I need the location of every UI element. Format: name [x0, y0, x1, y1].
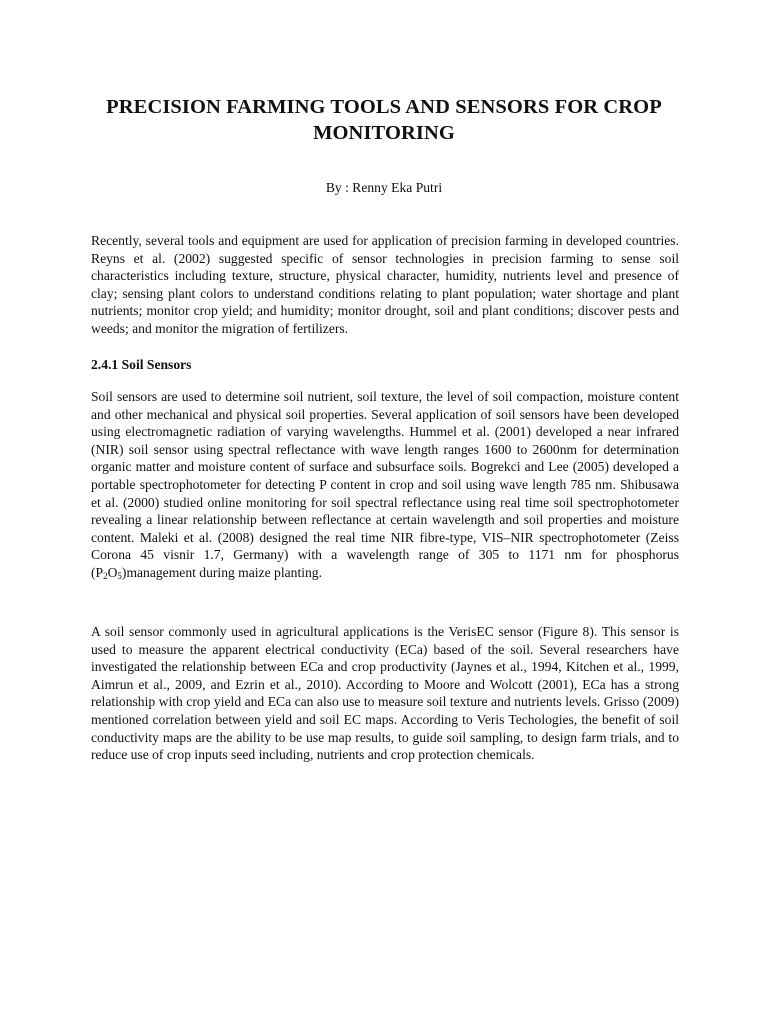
soil-paragraph-end-text: )management during maize planting.	[121, 564, 322, 580]
page-title: PRECISION FARMING TOOLS AND SENSORS FOR CROP MONITORING	[106, 96, 662, 144]
soil-sensors-paragraph	[91, 388, 679, 582]
soil-paragraph-main-text: Soil sensors are used to determine soil nutrient, soil texture, the level of soil compaction, moisture content and other mechanical and physical soil properties. Several application of soil sensors have been developed using electromagnetic radiation of varying wavelengths. Hummel et al. (2001) developed a near infrared (NIR) soil sensor using spectral reflectance with wave length ranges 1600 to 2600nm for determination organic matter and moisture content of surface and subsurface soils. Bogrekci and Lee (2005) developed a portable spectrophotometer for detecting P content in crop and soil using wave length 785 nm. Shibusawa et al. (2000) studied online monitoring for soil spectral reflectance using real time soil spectrophotometer revealing a linear relationship between reflectance at certain wavelength and soil properties and moisture content. Maleki et al. (2008) designed the real time NIR fibre-type, VIS–NIR spectrophotometer (Zeiss Corona 45 visnir 1.7, Germany) with a wavelength range of 305 to 1171 nm for phosphorus (P	[91, 389, 679, 580]
formula-subscript-5: 5	[117, 570, 122, 581]
formula-subscript-2: 2	[103, 570, 108, 581]
intro-paragraph: Recently, several tools and equipment are used for application of precision farming in developed countries. Reyns et al. (2002) suggested specific of sensor technologies in precision farming to sense soil characteristics including texture, structure, physical character, humidity, nutrients level and presence of clay; sensing plant colors to understand conditions relating to plant population; water shortage and plant nutrients; monitor crop yield; and humidity; monitor drought, soil and plant conditions; discover pests and weeds; and monitor the migration of fertilizers.	[91, 233, 679, 336]
author-byline: By : Renny Eka Putri	[325, 180, 443, 195]
section-heading-soil-sensors: 2.4.1 Soil Sensors	[91, 357, 192, 372]
verisec-paragraph: A soil sensor commonly used in agricultural applications is the VerisEC sensor (Figure 8). This sensor is used to measure the apparent electrical conductivity (ECa) based of the soil. Several researchers have investigated the relationship between ECa and crop productivity (Jaynes et al., 1994, Kitchen et al., 1999, Aimrun et al., 2009, and Ezrin et al., 2010). According to Moore and Wolcott (2001), ECa has a strong relationship with crop yield and ECa can also use to measure soil texture and nutrients levels. Grisso (2009) mentioned correlation between yield and soil EC maps. According to Veris Techologies, the benefit of soil conductivity maps are the ability to be use map results, to guide soil sampling, to design farm trials, and to reduce use of crop inputs seed including, nutrients and crop protection chemicals.	[91, 624, 679, 763]
formula-oxygen: O	[107, 564, 118, 580]
